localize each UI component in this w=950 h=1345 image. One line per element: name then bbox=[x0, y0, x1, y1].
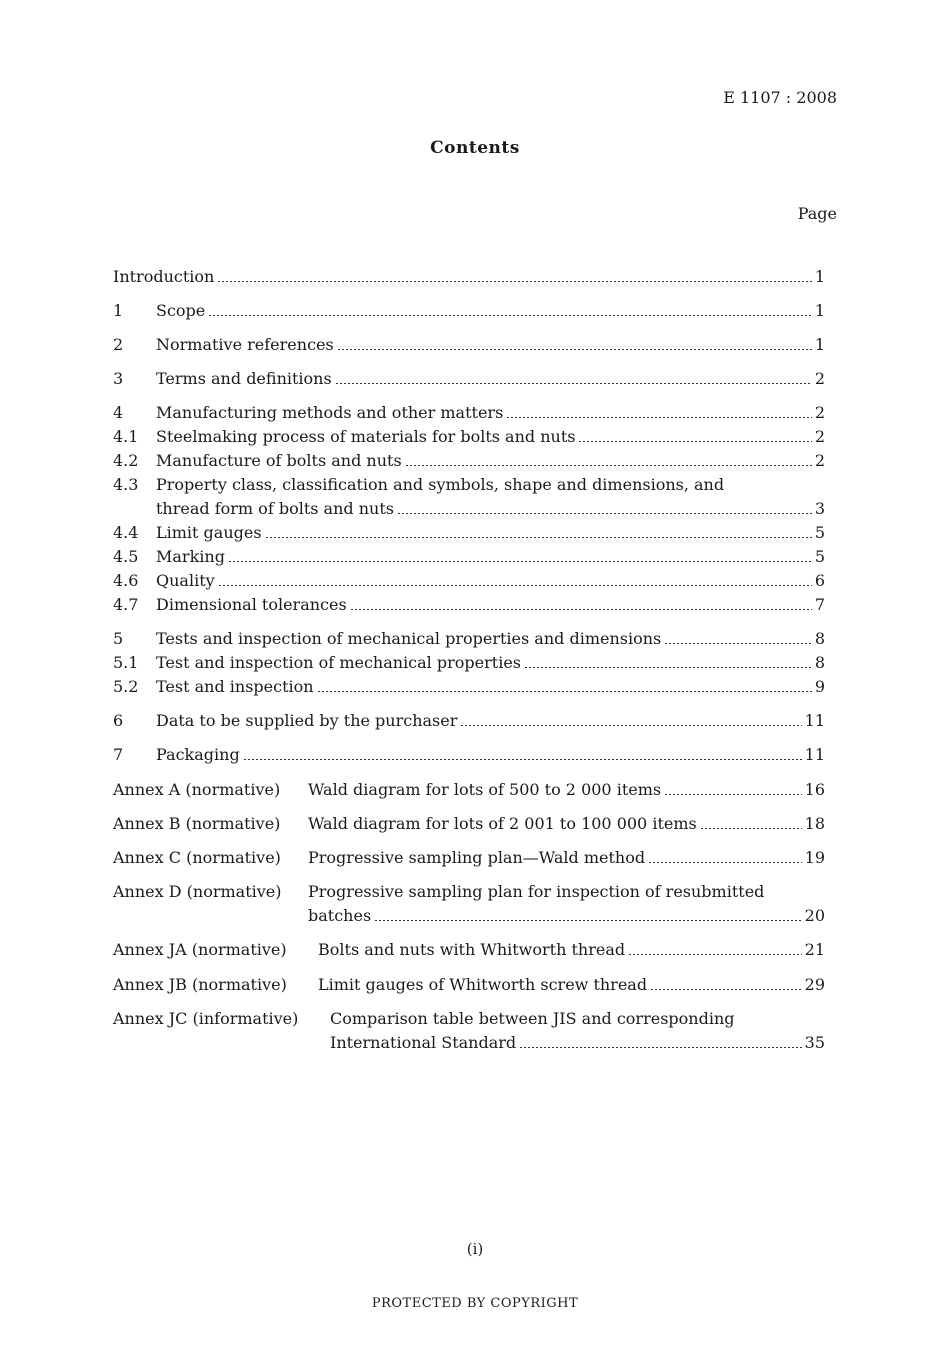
toc-leader-dots bbox=[650, 989, 802, 990]
toc-leader-dots bbox=[335, 383, 812, 384]
toc-entry-dimensional-tolerances[interactable] bbox=[113, 595, 825, 615]
toc-page-number: 21 bbox=[804, 940, 825, 959]
toc-leader-dots bbox=[524, 667, 812, 668]
toc-leader-dots bbox=[664, 794, 802, 795]
toc-label: Wald diagram for lots of 500 to 2 000 items bbox=[308, 780, 662, 799]
toc-entry-steelmaking-process[interactable] bbox=[113, 427, 825, 447]
toc-label: Progressive sampling plan—Wald method bbox=[308, 848, 646, 867]
toc-label: Marking bbox=[156, 547, 225, 566]
toc-entry-packaging[interactable] bbox=[113, 745, 825, 765]
toc-entry-quality[interactable] bbox=[113, 571, 825, 591]
toc-entry-test-inspection[interactable] bbox=[113, 677, 825, 697]
toc-entry-terms-definitions[interactable] bbox=[113, 369, 825, 389]
toc-section-number: 4.7 bbox=[113, 595, 139, 614]
toc-page-number: 1 bbox=[814, 335, 825, 354]
toc-page-number: 2 bbox=[814, 369, 825, 388]
toc-leader-dots bbox=[397, 513, 812, 514]
toc-entry-annex-a[interactable] bbox=[113, 780, 825, 800]
toc-entry-tests-inspection[interactable] bbox=[113, 629, 825, 649]
toc-page-number: 1 bbox=[814, 267, 825, 286]
toc-page-number: 2 bbox=[814, 451, 825, 470]
toc-label: Scope bbox=[156, 301, 206, 320]
toc-page-number: 11 bbox=[804, 745, 825, 764]
toc-entry-property-class-continued[interactable] bbox=[156, 499, 825, 519]
toc-page-number: 29 bbox=[804, 975, 825, 994]
toc-entry-mechanical-properties[interactable] bbox=[113, 653, 825, 673]
copyright-notice: PROTECTED BY COPYRIGHT bbox=[371, 1296, 579, 1311]
toc-label: Normative references bbox=[156, 335, 334, 354]
toc-leader-dots bbox=[578, 441, 811, 442]
toc-section-number: 4.6 bbox=[113, 571, 139, 590]
toc-section-number: 4.5 bbox=[113, 547, 139, 566]
toc-leader-dots bbox=[228, 561, 812, 562]
toc-section-number: 5.2 bbox=[113, 677, 139, 696]
toc-leader-dots bbox=[460, 725, 801, 726]
toc-annex-label: Annex JA (normative) bbox=[113, 940, 287, 959]
toc-leader-dots bbox=[265, 537, 812, 538]
toc-label: Bolts and nuts with Whitworth thread bbox=[318, 940, 626, 959]
toc-label: Packaging bbox=[156, 745, 240, 764]
toc-page-number: 11 bbox=[804, 711, 825, 730]
toc-leader-dots bbox=[243, 759, 802, 760]
toc-section-number: 4.1 bbox=[113, 427, 139, 446]
toc-entry-annex-b[interactable] bbox=[113, 814, 825, 834]
toc-entry-normative-references[interactable] bbox=[113, 335, 825, 355]
toc-annex-label: Annex B (normative) bbox=[113, 814, 281, 833]
toc-label-line-1: Property class, classification and symbols, shape and dimensions, and bbox=[156, 475, 725, 494]
toc-entry-manufacture-bolts-nuts[interactable] bbox=[113, 451, 825, 471]
toc-page-number: 20 bbox=[804, 906, 825, 925]
toc-annex-label: Annex A (normative) bbox=[113, 780, 281, 799]
toc-annex-label: Annex D (normative) bbox=[113, 882, 282, 901]
toc-label-line-2: batches bbox=[308, 906, 372, 925]
toc-label: Limit gauges bbox=[156, 523, 262, 542]
toc-leader-dots bbox=[664, 643, 812, 644]
toc-leader-dots bbox=[519, 1047, 801, 1048]
toc-page-number: 5 bbox=[814, 547, 825, 566]
toc-leader-dots bbox=[317, 691, 812, 692]
toc-page-number: 8 bbox=[814, 653, 825, 672]
toc-section-number: 4.3 bbox=[113, 475, 139, 494]
toc-leader-dots bbox=[208, 315, 812, 316]
toc-page-number: 7 bbox=[814, 595, 825, 614]
footer-page-number: (i) bbox=[466, 1240, 484, 1258]
toc-leader-dots bbox=[506, 417, 812, 418]
toc-entry-annex-d[interactable] bbox=[113, 882, 764, 902]
toc-label: Manufacture of bolts and nuts bbox=[156, 451, 402, 470]
toc-leader-dots bbox=[700, 828, 802, 829]
toc-label-line-1: Comparison table between JIS and corresponding bbox=[330, 1009, 735, 1028]
toc-entry-limit-gauges[interactable] bbox=[113, 523, 825, 543]
toc-section-number: 5 bbox=[113, 629, 124, 648]
toc-entry-manufacturing-methods[interactable] bbox=[113, 403, 825, 423]
toc-label: Terms and definitions bbox=[156, 369, 332, 388]
toc-entry-purchaser-data[interactable] bbox=[113, 711, 825, 731]
toc-annex-label: Annex JB (normative) bbox=[113, 975, 287, 994]
toc-entry-property-class[interactable] bbox=[113, 475, 724, 495]
toc-leader-dots bbox=[374, 920, 801, 921]
toc-entry-annex-d-continued[interactable] bbox=[308, 906, 825, 926]
toc-section-number: 6 bbox=[113, 711, 124, 730]
toc-label: Test and inspection bbox=[156, 677, 314, 696]
toc-page-number: 5 bbox=[814, 523, 825, 542]
document-id: E 1107 : 2008 bbox=[723, 88, 837, 107]
toc-leader-dots bbox=[218, 585, 812, 586]
toc-leader-dots bbox=[217, 281, 811, 282]
toc-entry-annex-c[interactable] bbox=[113, 848, 825, 868]
page-title: Contents bbox=[430, 138, 520, 158]
toc-entry-scope[interactable] bbox=[113, 301, 825, 321]
toc-page-number: 19 bbox=[804, 848, 825, 867]
toc-section-number: 2 bbox=[113, 335, 124, 354]
toc-label: Limit gauges of Whitworth screw thread bbox=[318, 975, 648, 994]
toc-leader-dots bbox=[337, 349, 812, 350]
toc-leader-dots bbox=[648, 862, 802, 863]
toc-annex-label: Annex C (normative) bbox=[113, 848, 281, 867]
toc-label: Introduction bbox=[113, 267, 215, 286]
toc-label: Manufacturing methods and other matters bbox=[156, 403, 504, 422]
toc-label: Wald diagram for lots of 2 001 to 100 000 items bbox=[308, 814, 697, 833]
toc-section-number: 1 bbox=[113, 301, 124, 320]
toc-page-number: 2 bbox=[814, 427, 825, 446]
toc-label: Quality bbox=[156, 571, 215, 590]
toc-section-number: 5.1 bbox=[113, 653, 139, 672]
page-column-header: Page bbox=[797, 204, 837, 223]
toc-section-number: 4 bbox=[113, 403, 124, 422]
toc-page-number: 16 bbox=[804, 780, 825, 799]
toc-page-number: 18 bbox=[804, 814, 825, 833]
toc-entry-annex-jc[interactable] bbox=[113, 1009, 734, 1029]
toc-leader-dots bbox=[350, 609, 812, 610]
toc-label: Test and inspection of mechanical properties bbox=[156, 653, 521, 672]
toc-page-number: 1 bbox=[814, 301, 825, 320]
toc-label-line-2: thread form of bolts and nuts bbox=[156, 499, 394, 518]
toc-label: Data to be supplied by the purchaser bbox=[156, 711, 458, 730]
toc-entry-annex-ja[interactable] bbox=[113, 940, 825, 960]
toc-leader-dots bbox=[628, 954, 802, 955]
toc-entry-introduction[interactable] bbox=[113, 267, 825, 287]
toc-label: Dimensional tolerances bbox=[156, 595, 347, 614]
toc-page-number: 6 bbox=[814, 571, 825, 590]
toc-leader-dots bbox=[405, 465, 812, 466]
toc-page-number: 2 bbox=[814, 403, 825, 422]
toc-page-number: 3 bbox=[814, 499, 825, 518]
toc-label: Tests and inspection of mechanical properties and dimensions bbox=[156, 629, 662, 648]
toc-label-line-2: International Standard bbox=[330, 1033, 517, 1052]
toc-entry-annex-jc-continued[interactable] bbox=[330, 1033, 825, 1053]
toc-annex-label: Annex JC (informative) bbox=[113, 1009, 299, 1028]
toc-page-number: 8 bbox=[814, 629, 825, 648]
toc-label: Steelmaking process of materials for bolts and nuts bbox=[156, 427, 576, 446]
toc-label-line-1: Progressive sampling plan for inspection of resubmitted bbox=[308, 882, 765, 901]
toc-section-number: 3 bbox=[113, 369, 124, 388]
toc-page-number: 35 bbox=[804, 1033, 825, 1052]
toc-section-number: 4.4 bbox=[113, 523, 139, 542]
toc-page-number: 9 bbox=[814, 677, 825, 696]
toc-entry-annex-jb[interactable] bbox=[113, 975, 825, 995]
toc-section-number: 4.2 bbox=[113, 451, 139, 470]
toc-section-number: 7 bbox=[113, 745, 124, 764]
toc-entry-marking[interactable] bbox=[113, 547, 825, 567]
